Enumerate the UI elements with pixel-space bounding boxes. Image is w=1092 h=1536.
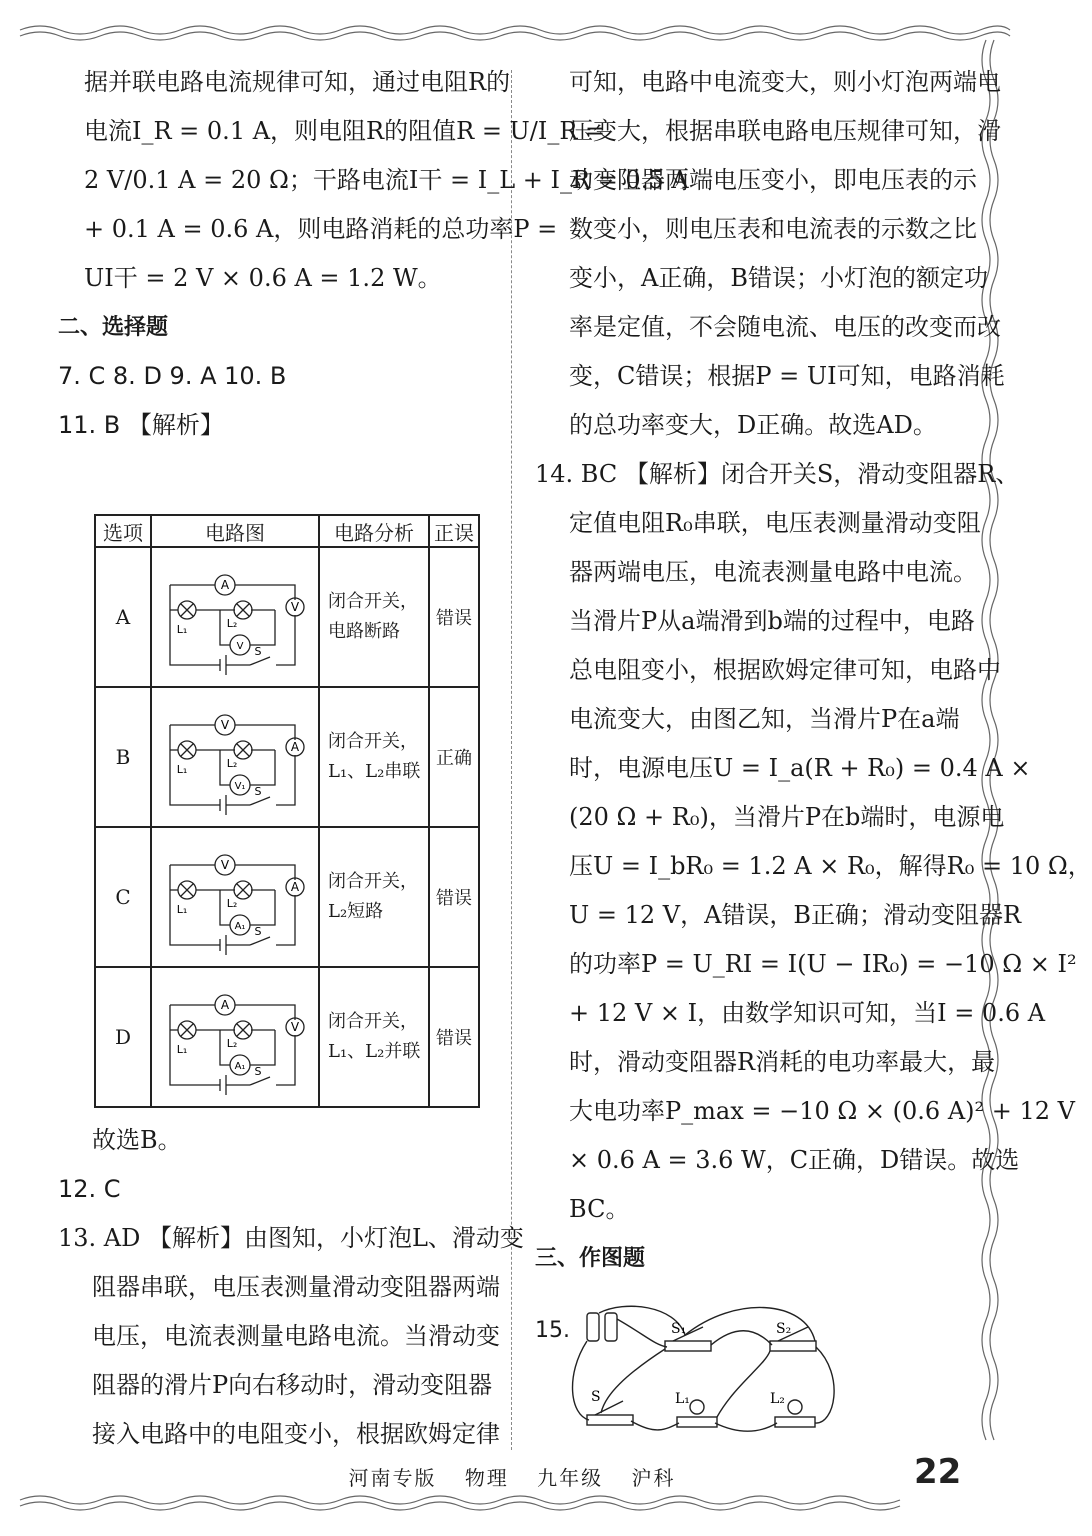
- lamp-l2-icon: [775, 1417, 815, 1427]
- q13-line: 接入电路中的电阻变小，根据欧姆定律: [92, 1420, 500, 1448]
- table-row: [95, 547, 479, 687]
- q11-conclusion: 故选B。: [92, 1126, 182, 1154]
- q14-line: 大电功率P_max = −10 Ω × (0.6 A)² + 12 V: [569, 1097, 1076, 1125]
- meter-middle-label: A₁: [234, 920, 246, 932]
- label-l2: L₂: [770, 1391, 785, 1407]
- circuit-diagram-cell: [151, 827, 319, 967]
- verdict-cell: 错误: [429, 547, 479, 687]
- meter-top-label: V: [220, 857, 230, 872]
- analysis-line: 电路断路: [328, 621, 400, 642]
- option-letter: B: [95, 687, 151, 827]
- q13-line: 电压，电流表测量电路电流。当滑动变: [92, 1322, 500, 1350]
- switch-s2-icon: [770, 1341, 816, 1351]
- text-line: 电流I_R = 0.1 A，则电阻R的阻值R = U/I_R =: [84, 117, 606, 145]
- question-11-label: 11. B 【解析】: [58, 411, 224, 439]
- analysis-line: 闭合开关，: [328, 591, 418, 612]
- table-row: [95, 827, 479, 967]
- analysis-cell: [319, 827, 429, 967]
- q14-line: 压U = I_bR₀ = 1.2 A × R₀，解得R₀ = 10 Ω，: [569, 852, 1092, 880]
- q13-cont-line: 动变阻器两端电压变小，即电压表的示: [569, 166, 977, 194]
- q15-label: 15.: [535, 1318, 570, 1343]
- meter-middle-label: V: [236, 640, 244, 652]
- text-line: + 0.1 A = 0.6 A，则电路消耗的总功率P =: [84, 215, 558, 243]
- footer-edition: 河南专版: [348, 1466, 437, 1490]
- option-letter: A: [95, 547, 151, 687]
- q14-line: 的功率P = U_RI = I(U − IR₀) = −10 Ω × I²: [569, 950, 1077, 978]
- switch-label: S: [254, 924, 262, 938]
- analysis-line: L₁、L₂并联: [328, 1041, 421, 1062]
- meter-right-label: V: [290, 1019, 300, 1034]
- col-header-analysis: 电路分析: [319, 515, 429, 547]
- lamp-l1-label: L₁: [176, 762, 188, 776]
- analysis-line: L₂短路: [328, 901, 384, 922]
- q13-line: 阻器串联，电压表测量滑动变阻器两端: [92, 1273, 500, 1301]
- q13-cont-line: 变小，A正确，B错误；小灯泡的额定功: [569, 264, 988, 292]
- footer-grade: 九年级: [537, 1466, 604, 1490]
- circuit-diagram: [160, 695, 310, 815]
- left-column-bottom: [58, 1116, 524, 1459]
- verdict-cell: 正确: [429, 687, 479, 827]
- q14-line: + 12 V × I，由数学知识可知，当I = 0.6 A: [569, 999, 1046, 1027]
- switch-s1-icon: [665, 1341, 711, 1351]
- table-header-row: [95, 515, 479, 547]
- right-column: [535, 58, 1092, 1283]
- section-heading-drawing: 三、作图题: [535, 1246, 646, 1271]
- q14-line: BC。: [569, 1195, 630, 1223]
- q13-cont-line: 可知，电路中电流变大，则小灯泡两端电: [569, 68, 1001, 96]
- q14-line: U = 12 V，A错误，B正确；滑动变阻器R: [569, 901, 1022, 929]
- text-line: 据并联电路电流规律可知，通过电阻R的: [84, 68, 511, 96]
- q12-answer: 12. C: [58, 1175, 121, 1203]
- q13-cont-line: 的总功率变大，D正确。故选AD。: [569, 411, 937, 439]
- answers-7-10: 7. C 8. D 9. A 10. B: [58, 362, 287, 390]
- text-line: 2 V/0.1 A = 20 Ω；干路电流I干 = I_L + I_R = 0.5 A: [84, 166, 689, 194]
- analysis-line: 闭合开关，: [328, 1011, 418, 1032]
- circuit-diagram-cell: [151, 547, 319, 687]
- q13-line: 13. AD 【解析】由图知，小灯泡L、滑动变: [58, 1224, 524, 1252]
- lamp-l1-icon: [677, 1417, 717, 1427]
- wiring-figure: [565, 1305, 855, 1445]
- text-line: UI干 = 2 V × 0.6 A = 1.2 W。: [84, 264, 442, 292]
- q14-line: 时，电源电压U = I_a(R + R₀) = 0.4 A ×: [569, 754, 1031, 782]
- circuit-diagram-cell: [151, 687, 319, 827]
- analysis-line: 闭合开关，: [328, 731, 418, 752]
- q14-line: 总电阻变小，根据欧姆定律可知，电路中: [569, 656, 1001, 684]
- label-s: S: [591, 1389, 601, 1405]
- lamp-l2-label: L₂: [226, 896, 238, 910]
- q14-line: 电流变大，由图乙知，当滑片P在a端: [569, 705, 960, 733]
- q13-cont-line: 变，C错误；根据P = UI可知，电路消耗: [569, 362, 1005, 390]
- col-header-option: 选项: [95, 515, 151, 547]
- switch-label: S: [254, 644, 262, 658]
- switch-s-icon: [587, 1415, 633, 1425]
- analysis-cell: [319, 967, 429, 1107]
- q14-line: (20 Ω + R₀)，当滑片P在b端时，电源电: [569, 803, 1005, 831]
- circuit-analysis-table: [94, 514, 480, 1108]
- q13-cont-line: 数变小，则电压表和电流表的示数之比: [569, 215, 977, 243]
- page-footer: [0, 1462, 1024, 1491]
- q14-line: 定值电阻R₀串联，电压表测量滑动变阻: [569, 509, 981, 537]
- q14-line: 当滑片P从a端滑到b端的过程中，电路: [569, 607, 975, 635]
- q13-line: 阻器的滑片P向右移动时，滑动变阻器: [92, 1371, 493, 1399]
- circuit-diagram: [160, 975, 310, 1095]
- lamp-l2-label: L₂: [226, 616, 238, 630]
- col-header-diagram: 电路图: [151, 515, 319, 547]
- option-letter: C: [95, 827, 151, 967]
- lamp-l1-label: L₁: [176, 902, 188, 916]
- meter-top-label: A: [220, 997, 230, 1012]
- q13-cont-line: 率是定值，不会随电流、电压的改变而改: [569, 313, 1001, 341]
- meter-top-label: V: [220, 717, 230, 732]
- lamp-l1-label: L₁: [176, 622, 188, 636]
- circuit-diagram: [160, 835, 310, 955]
- meter-right-label: V: [290, 599, 300, 614]
- analysis-line: L₁、L₂串联: [328, 761, 421, 782]
- footer-publisher: 沪科: [631, 1466, 676, 1490]
- footer-subject: 物理: [464, 1466, 509, 1490]
- col-header-result: 正误: [429, 515, 479, 547]
- meter-right-label: A: [290, 879, 300, 894]
- q14-line: 器两端电压，电流表测量电路中电流。: [569, 558, 977, 586]
- label-s2: S₂: [776, 1321, 792, 1337]
- q14-line: 14. BC 【解析】闭合开关S，滑动变阻器R、: [535, 460, 1020, 488]
- circuit-diagram-cell: [151, 967, 319, 1107]
- battery-cell-icon: [605, 1313, 617, 1341]
- circuit-diagram: [160, 555, 310, 675]
- analysis-line: 闭合开关，: [328, 871, 418, 892]
- verdict-cell: 错误: [429, 967, 479, 1107]
- table-row: [95, 967, 479, 1107]
- label-s1: S₁: [671, 1321, 687, 1337]
- switch-label: S: [254, 784, 262, 798]
- q14-line: 时，滑动变阻器R消耗的电功率最大，最: [569, 1048, 996, 1076]
- meter-right-label: A: [290, 739, 300, 754]
- label-l1: L₁: [675, 1391, 690, 1407]
- meter-middle-label: V₁: [234, 780, 246, 792]
- meter-top-label: A: [220, 577, 230, 592]
- table-row: [95, 687, 479, 827]
- left-column: [58, 58, 689, 450]
- section-heading-choice: 二、选择题: [58, 315, 169, 340]
- analysis-cell: [319, 687, 429, 827]
- option-letter: D: [95, 967, 151, 1107]
- lamp-l2-label: L₂: [226, 1036, 238, 1050]
- page-number: 22: [914, 1452, 962, 1492]
- meter-middle-label: A₁: [234, 1060, 246, 1072]
- verdict-cell: 错误: [429, 827, 479, 967]
- q13-cont-line: 压变大，根据串联电路电压规律可知，滑: [569, 117, 1001, 145]
- q14-line: × 0.6 A = 3.6 W，C正确，D错误。故选: [569, 1146, 1020, 1174]
- lamp-l2-label: L₂: [226, 756, 238, 770]
- battery-cell-icon: [587, 1313, 599, 1341]
- lamp-l1-label: L₁: [176, 1042, 188, 1056]
- switch-label: S: [254, 1064, 262, 1078]
- analysis-cell: [319, 547, 429, 687]
